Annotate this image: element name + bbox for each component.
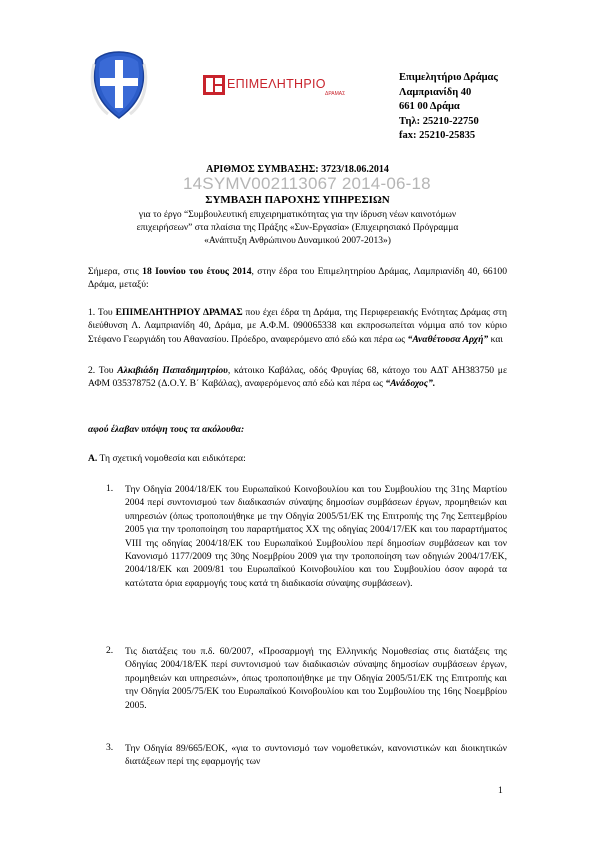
list-item: Την Οδηγία 89/665/ΕΟΚ, «για το συντονισμό των νομοθετικών, κανονιστικών και διοικητικών διατάξεων περί της εφαρμογής των — [125, 743, 507, 768]
section-a-heading — [88, 452, 507, 465]
address-block — [399, 71, 498, 144]
list-item-number: 3. — [106, 742, 114, 753]
party-role: “Αναθέτουσα Αρχή” — [407, 333, 489, 345]
address-line: Επιμελητήριο Δράμας — [399, 72, 498, 83]
party-name: Αλκιβιάδη Παπαδημητρίου — [117, 365, 228, 376]
subtitle-line: «Ανάπτυξη Ανθρώπινου Δυναμικού 2007-2013») — [204, 236, 391, 246]
party-text: , κάτοικο Καβάλας, οδός Φρυγίας 68, κάτοχο του ΑΔΤ ΑΗ383750 με ΑΦΜ 035378752 (Δ.Ο.Υ. Β΄ Καβάλας), αναφερόμενος από εδώ και πέρα ως — [88, 365, 507, 390]
list-item: Την Οδηγία 2004/18/ΕΚ του Ευρωπαϊκού Κοινοβουλίου και του Συμβουλίου της 31ης Μαρτίου 2004 περί συντονισμού των διαδικασιών σύναψης δημοσίων συμβάσεων έργων, προμηθειών και υπηρεσιών (όπως τροποποιήθηκε με την Οδηγία 2005/51/ΕΚ της Επιτροπής της 7ης Σεπτεμβρίου 2005 για την τροποποίηση του παραρτήματος XX της οδηγίας 2004/17/ΕΚ και του παραρτήματος VIII της οδηγίας 2004/18/ΕΚ του Ευρωπαϊκού Συμβουλίου περί δημοσίων συμβάσεων και τον Κανονισμό 1177/2009 της 30ης Νοεμβρίου 2009 για την τροποποίηση των οδηγιών 2004/17/ΕΚ, 2004/18/ΕΚ και 2009/81 του Ευρωπαϊκού Κοινοβουλίου και του Συμβουλίου όσον αφορά τα κατώτατα όρια εφαρμογής τους κατά τη διαδικασία σύναψης συμβάσεων). — [125, 484, 507, 589]
party-2-paragraph — [88, 364, 507, 391]
section-letter: Α. — [88, 453, 98, 464]
section-text: Τη σχετική νομοθεσία και ειδικότερα: — [97, 453, 246, 464]
intro-text: , στην έδρα του Επιμελητηρίου Δράμας, Λαμπριανίδη 40, 66100 Δράμα, μεταξύ: — [88, 266, 507, 291]
chamber-logo — [203, 72, 355, 102]
contract-title: ΣΥΜΒΑΣΗ ΠΑΡΟΧΗΣ ΥΠΗΡΕΣΙΩΝ — [205, 194, 390, 206]
contract-number: ΑΡΙΘΜΟΣ ΣΥΜΒΑΣΗΣ: 3723/18.06.2014 — [206, 164, 389, 175]
party-text: 2. Του — [88, 365, 118, 376]
logo-text: ΕΠΙΜΕΛΗΤΗΡΙΟ — [227, 77, 326, 91]
intro-paragraph — [88, 265, 507, 292]
address-line: 661 00 Δράμα — [399, 101, 460, 112]
address-line: fax: 25210-25835 — [399, 130, 476, 141]
address-line: Τηλ: 25210-22750 — [399, 115, 479, 127]
subtitle-line: επιχειρήσεων” στα πλαίσια της Πράξης «Συν-Εργασία» (Επιχειρησιακό Πρόγραμμα — [136, 223, 459, 233]
party-text: 1. Του — [88, 307, 116, 318]
party-text: που έχει έδρα τη Δράμα, της Περιφερειακής Ενότητας Δράμας στη διεύθυνση Λ. Λαμπριανίδη 40, Δράμα, με Α.Φ.Μ. 090065338 και εκπροσωπείται νόμιμα από τον κύριο Στέφανο Γεωργιάδη του Αθανασίου. Πρόεδρο, αναφερόμενο από εδώ και πέρα ως — [88, 307, 507, 345]
party-1-paragraph — [88, 306, 507, 346]
list-item-number: 2. — [106, 645, 114, 656]
intro-text: Σήμερα, στις — [88, 266, 143, 277]
logo-subtext: ΔΡΑΜΑΣ — [325, 91, 346, 97]
greek-national-emblem-icon — [88, 50, 150, 120]
address-line: Λαμπριανίδη 40 — [399, 86, 472, 98]
party-text: και — [488, 333, 503, 345]
subtitle-line: για το έργο “Συμβουλευτική επιχειρηματικότητας για την ίδρυση νέων καινοτόμων — [138, 210, 457, 220]
contract-subtitle — [0, 209, 595, 248]
party-role: “Ανάδοχος”. — [385, 378, 436, 390]
document-watermark: 14SYMV002113067 2014-06-18 — [183, 174, 431, 193]
party-name: ΕΠΙΜΕΛΗΤΗΡΙΟΥ ΔΡΑΜΑΣ — [115, 307, 243, 318]
considering-heading: αφού έλαβαν υπόψη τους τα ακόλουθα: — [88, 424, 245, 435]
chamber-logo-icon — [203, 75, 225, 95]
list-item: Τις διατάξεις του π.δ. 60/2007, «Προσαρμογή της Ελληνικής Νομοθεσίας στις διατάξεις της Οδηγίας 2004/18/ΕΚ περί συντονισμού των διαδικασιών σύναψης δημοσίων συμβάσεων έργων, προμηθειών και υπηρεσιών», όπως τροποποιήθηκε με την Οδηγία 2005/51/ΕΚ της Επιτροπής και την Οδηγία 2005/75/ΕΚ του Ευρωπαϊκού Κοινοβουλίου και του Συμβουλίου της 16ης Νοεμβρίου 2005. — [125, 646, 507, 711]
list-item-number: 1. — [106, 483, 114, 494]
intro-date: 18 Ιουνίου του έτους 2014 — [142, 266, 252, 277]
page-number: 1 — [498, 785, 503, 796]
